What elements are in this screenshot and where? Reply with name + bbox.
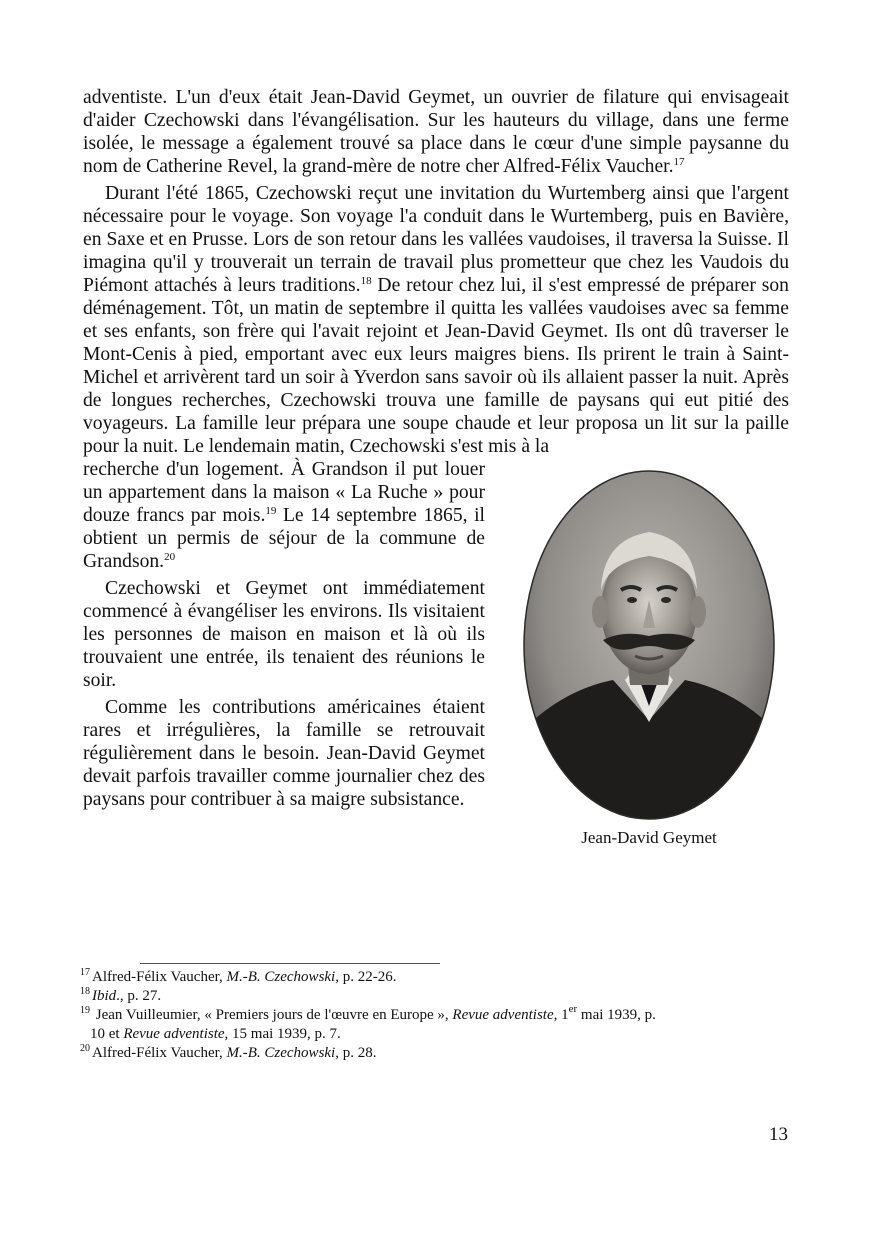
page-number: 13 — [769, 1124, 788, 1145]
paragraph-2-text-b: De retour chez lui, il s'est empressé de préparer son déménagement. Tôt, un matin de septembre il quitta les vallées vaudoises avec sa femme et ses enfants, son frère qui l'avait rejoint et Jean-David Geymet. Ils ont dû traverser le Mont-Cenis à pied, emportant avec eux leurs maigres biens. Ils prirent le train à Saint-Michel et arrivèrent tard un soir à Yverdon sans savoir où ils allaient passer la nuit. Après de longues recherches, Czechowski trouva une famille de paysans qui eut pitié des voyageurs. La famille leur prépara une soupe chaude et leur proposa un lit sur la paille pour la nuit. Le lendemain matin, Czechowski s'est mis à la — [83, 275, 789, 457]
footnote-ref-19[interactable]: 19 — [265, 505, 277, 517]
paragraph-3: Czechowski et Geymet ont immédiatement commencé à évangéliser les environs. Ils visitaient les personnes de maison en maison et là où ils trouvaient une entrée, ils tenaient des réunions le soir. — [83, 578, 485, 691]
paragraph-2-text-c: recherche d'un logement. À Grandson il put louer un appartement dans la maison « La Ruche » pour douze francs par mois. — [83, 459, 485, 526]
footnote-19: $^{19}$ Jean Vuilleumier, « Premiers jours de l'œuvre en Europe », Revue adventiste, 1er mai 1939, p. — [80, 1003, 656, 1023]
portrait-image — [523, 470, 775, 820]
paragraph-2-text-d: Le 14 septembre 1865, il obtient un permis de séjour de la commune de Grandson. — [83, 505, 485, 572]
paragraph-2-continued — [83, 458, 485, 573]
footnote-20: $^{20}$ Alfred-Félix Vaucher, M.-B. Czechowski, p. 28. — [80, 1043, 377, 1061]
left-column — [83, 458, 485, 811]
paragraph-2 — [83, 182, 789, 458]
footnote-ref-17[interactable]: 17 — [673, 156, 685, 168]
footnote-divider — [140, 963, 440, 964]
photo-wrap-section — [83, 458, 789, 847]
paragraph-1-text: adventiste. L'un d'eux était Jean-David Geymet, un ouvrier de filature qui envisageait d'aider Czechowski dans l'évangélisation. Sur les hauteurs du village, dans une ferme isolée, le message a également trouvé sa place dans le cœur d'une simple paysanne du nom de Catherine Revel, la grand-mère de notre cher Alfred-Félix Vaucher. — [83, 87, 789, 177]
paragraph-4: Comme les contributions américaines étaient rares et irrégulières, la famille se retrouvait régulièrement dans le besoin. Jean-David Geymet devait parfois travailler comme journalier chez des paysans pour contribuer à sa maigre subsistance. — [83, 697, 485, 810]
footnote-17: $^{17}$ Alfred-Félix Vaucher, M.-B. Czechowski, p. 22-26. — [80, 967, 397, 985]
portrait-photo — [523, 470, 775, 820]
footnote-19-continued: 10 et Revue adventiste, 15 mai 1939, p. 7. — [90, 1026, 341, 1042]
footnote-ref-18[interactable]: 18 — [360, 275, 372, 287]
photo-caption: Jean-David Geymet — [581, 828, 717, 847]
paragraph-2-text-a: Durant l'été 1865, Czechowski reçut une invitation du Wurtemberg ainsi que l'argent nécessaire pour le voyage. Son voyage l'a conduit dans le Wurtemberg, puis en Bavière, en Saxe et en Prusse. Lors de son retour dans les vallées vaudoises, il traversa la Suisse. Il imagina qu'il y trouverait un terrain de travail plus prometteur que chez les Vaudois du Piémont attachés à leurs traditions. — [83, 183, 789, 296]
footnote-18: $^{18}$ Ibid., p. 27. — [80, 986, 162, 1004]
footnotes — [80, 968, 790, 1063]
paragraph-1 — [83, 86, 789, 178]
footnote-ref-20[interactable]: 20 — [164, 551, 176, 563]
page-body — [83, 86, 789, 847]
